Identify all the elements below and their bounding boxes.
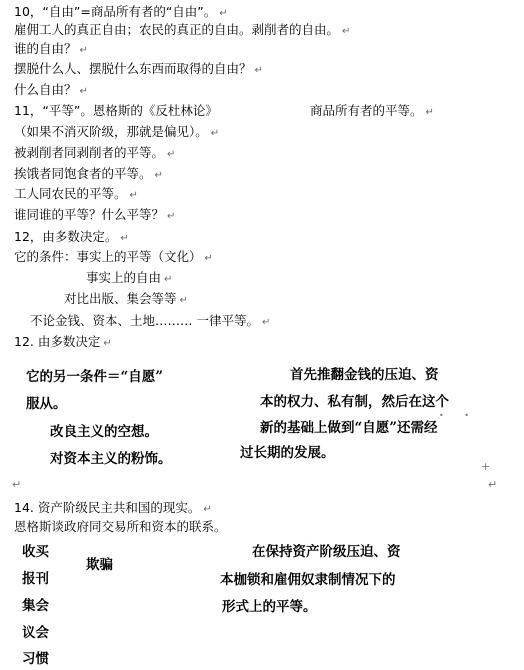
paragraph-mark-icon: ↵ [203, 504, 212, 515]
paragraph-mark-icon: ↵ [254, 65, 263, 76]
note-line-continued: 商品所有者的平等。 ↵ [310, 103, 434, 118]
scan-mark-icon: ↵ [12, 478, 22, 491]
paragraph-mark-icon: ↵ [129, 190, 138, 201]
emphasis-dots-icon: • • [439, 411, 478, 420]
scan-line: 服从。 [26, 396, 67, 412]
note-line: 12. 由多数决定 ↵ [14, 334, 112, 349]
note-line: 14. 资产阶级民主共和国的现实。 ↵ [14, 500, 212, 515]
paragraph-mark-icon: ↵ [179, 295, 188, 306]
note-line: 12，由多数决定。 ↵ [14, 229, 129, 244]
note-line: 挨饿者同饱食者的平等。 ↵ [14, 166, 163, 181]
note-line: 对比出版、集会等等 ↵ [64, 291, 188, 306]
paragraph-mark-icon: ↵ [167, 149, 176, 160]
paragraph-mark-icon: ↵ [154, 170, 163, 181]
note-line: 什么自由？ ↵ [14, 82, 88, 97]
paragraph-mark-icon: ↵ [261, 317, 271, 328]
paragraph-mark-icon: ↵ [204, 253, 213, 264]
paragraph-mark-icon: ↵ [167, 211, 176, 222]
scan-list-item: 收买 [22, 544, 49, 560]
note-line: 工人同农民的平等。 ↵ [14, 186, 138, 201]
scan-line: 新的基础上做到“自愿”还需经 [260, 420, 438, 436]
paragraph-mark-icon: ↵ [120, 233, 129, 244]
scan-line: 本的权力、私有制，然后在这个 [260, 394, 449, 410]
scan-line: 本枷锁和雇佣奴隶制情况下的 [220, 572, 396, 588]
paragraph-mark-icon: ↵ [219, 8, 228, 19]
scan-line: 首先推翻金钱的压迫、资 [290, 367, 439, 383]
note-line: 恩格斯谈政府同交易所和资本的联系。 [14, 519, 227, 534]
scan-line: 改良主义的空想。 [50, 424, 158, 440]
scan-side-label: 欺骗 [86, 557, 113, 573]
note-line: 它的条件：事实上的平等（文化） ↵ [14, 249, 213, 264]
scan-line: 它的另一条件＝“自愿” [26, 369, 164, 385]
note-line: 11，“平等”。恩格斯的《反杜林论》 [14, 103, 218, 118]
scan-line: 形式上的平等。 [222, 599, 317, 615]
note-line: 摆脱什么人、摆脱什么东西而取得的自由？ ↵ [14, 61, 263, 76]
note-line: 不论金钱、资本、土地……… 一律平等。 ↵ [30, 313, 271, 328]
note-line: 事实上的自由 ↵ [86, 270, 173, 285]
scan-mark-icon: ↵ [488, 478, 498, 491]
paragraph-mark-icon: ↵ [164, 274, 173, 285]
paragraph-mark-icon: ↵ [342, 26, 351, 37]
scan-list-item: 习惯 [22, 651, 49, 667]
paragraph-mark-icon: ↵ [425, 107, 434, 118]
note-line: 被剥削者同剥削者的平等。 ↵ [14, 145, 176, 160]
scan-list-item: 报刊 [22, 571, 49, 587]
note-line: 雇佣工人的真正自由；农民的真正的自由。剥削者的自由。 ↵ [14, 22, 351, 37]
scan-list-item: 议会 [22, 625, 49, 641]
paragraph-mark-icon: ↵ [103, 338, 112, 349]
paragraph-mark-icon: ↵ [79, 86, 88, 97]
scan-line: 对资本主义的粉饰。 [50, 451, 172, 467]
scan-mark-icon: + [481, 460, 491, 473]
scan-list-item: 集会 [22, 598, 49, 614]
paragraph-mark-icon: ↵ [79, 45, 88, 56]
scan-line: 过长期的发展。 [240, 445, 335, 461]
scan-line: 在保持资产阶级压迫、资 [252, 544, 401, 560]
note-line: 谁同谁的平等？什么平等？ ↵ [14, 207, 176, 222]
note-line: 10，“自由”=商品所有者的“自由”。 ↵ [14, 4, 228, 19]
note-line: 谁的自由？ ↵ [14, 41, 88, 56]
note-line: （如果不消灭阶级，那就是偏见）。 ↵ [14, 124, 220, 139]
paragraph-mark-icon: ↵ [210, 128, 220, 139]
